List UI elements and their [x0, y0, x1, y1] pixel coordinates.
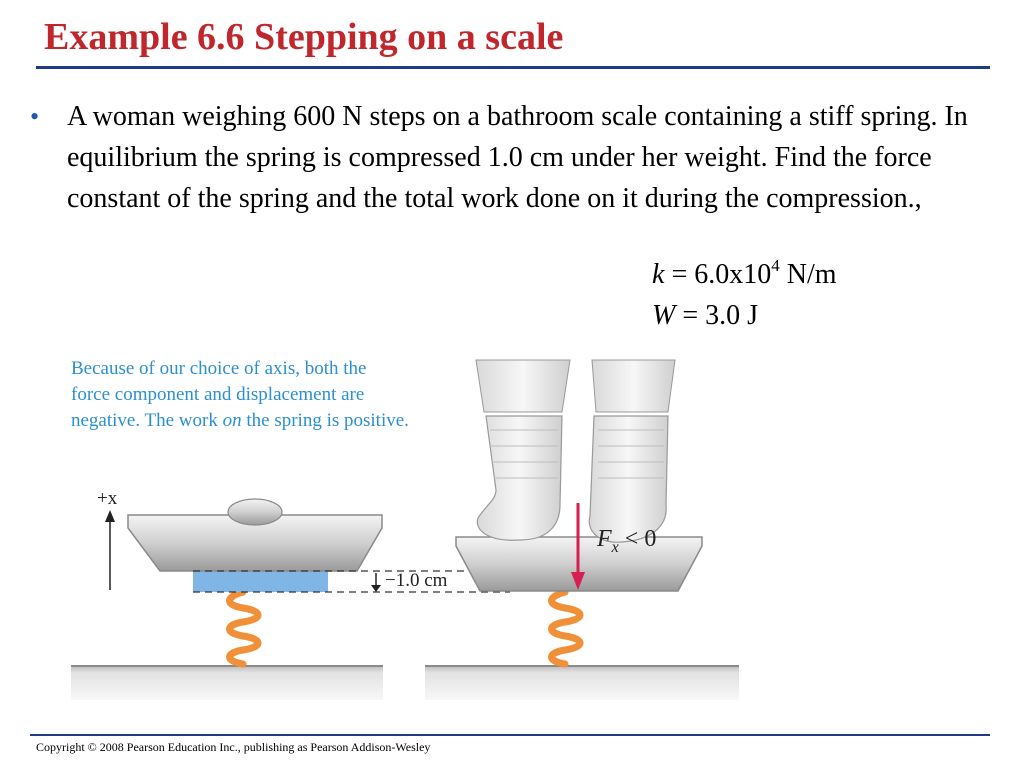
caption-line-3-post: the spring is positive. [241, 410, 409, 431]
leg-left [476, 360, 570, 412]
axis-arrow-head [105, 510, 115, 522]
answer-w-symbol: W [652, 300, 676, 331]
scale-knob [228, 499, 282, 525]
answer-work [652, 298, 758, 334]
caption-line-3-em: on [222, 410, 242, 431]
floor-right [425, 666, 739, 700]
answer-k-value: = 6.0x10 [664, 259, 772, 290]
answer-k-symbol: k [652, 259, 665, 290]
title-divider [36, 66, 990, 69]
scale-spring-figure [60, 350, 760, 710]
answer-k-unit: N/m [779, 259, 837, 290]
spring-right [552, 592, 581, 664]
force-label-symbol: F [597, 526, 612, 552]
caption-line-2: force component and displacement are [71, 384, 365, 405]
force-label-relation: < 0 [624, 526, 657, 552]
answer-k-exponent: 4 [771, 255, 780, 275]
compression-label: −1.0 cm [385, 570, 448, 591]
spring-left [230, 592, 259, 664]
caption-line-1: Because of our choice of axis, both the [71, 358, 367, 379]
sock-right [589, 416, 668, 542]
caption-line-3-pre: negative. The work [71, 410, 223, 431]
force-label-subscript: x [611, 539, 619, 556]
axis-label: +x [97, 488, 118, 509]
bullet-marker: • [30, 102, 40, 131]
answer-force-constant [652, 257, 837, 293]
force-label [596, 526, 656, 556]
problem-statement: A woman weighing 600 N steps on a bathroom scale containing a stiff spring. In equilibrium the spring is compressed 1.0 cm under her weight. Find the force constant of the spring and the total work done on it during the compression., [67, 101, 968, 214]
slide-title: Example 6.6 Stepping on a scale [44, 16, 564, 58]
compression-arrow-head [371, 585, 381, 592]
footer-divider [30, 734, 990, 736]
floor-left [71, 666, 383, 700]
compression-pad [193, 571, 328, 592]
leg-right [592, 360, 675, 412]
answer-w-value: = 3.0 J [675, 300, 759, 331]
copyright-footer: Copyright © 2008 Pearson Education Inc., publishing as Pearson Addison-Wesley [36, 740, 431, 754]
